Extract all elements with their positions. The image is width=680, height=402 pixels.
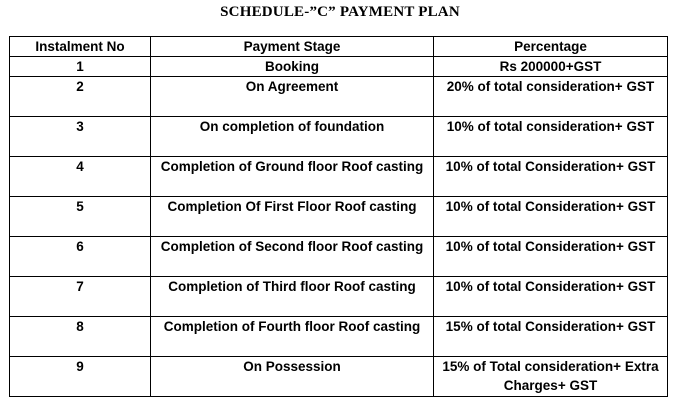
table-row bbox=[10, 317, 668, 357]
table-row bbox=[10, 77, 668, 117]
percentage-cell: 15% of Total consideration+ Extra Charges+ GST bbox=[434, 357, 668, 397]
payment-stage-cell: On completion of foundation bbox=[151, 117, 434, 157]
payment-stage-cell: Completion Of First Floor Roof casting bbox=[151, 197, 434, 237]
table-row bbox=[10, 237, 668, 277]
payment-stage-cell: Booking bbox=[151, 57, 434, 77]
instalment-no-cell: 9 bbox=[10, 357, 151, 397]
table-header-row bbox=[10, 37, 668, 57]
percentage-cell: Rs 200000+GST bbox=[434, 57, 668, 77]
header-payment-stage: Payment Stage bbox=[151, 37, 434, 57]
table-row bbox=[10, 157, 668, 197]
percentage-cell: 10% of total Consideration+ GST bbox=[434, 237, 668, 277]
payment-stage-cell: Completion of Third floor Roof casting bbox=[151, 277, 434, 317]
payment-stage-cell: Completion of Ground floor Roof casting bbox=[151, 157, 434, 197]
percentage-cell: 10% of total Consideration+ GST bbox=[434, 157, 668, 197]
instalment-no-cell: 6 bbox=[10, 237, 151, 277]
payment-stage-cell: On Agreement bbox=[151, 77, 434, 117]
instalment-no-cell: 4 bbox=[10, 157, 151, 197]
instalment-no-cell: 1 bbox=[10, 57, 151, 77]
table-row bbox=[10, 197, 668, 237]
instalment-no-cell: 2 bbox=[10, 77, 151, 117]
payment-stage-cell: On Possession bbox=[151, 357, 434, 397]
instalment-no-cell: 3 bbox=[10, 117, 151, 157]
instalment-no-cell: 7 bbox=[10, 277, 151, 317]
percentage-cell: 15% of total Consideration+ GST bbox=[434, 317, 668, 357]
percentage-cell: 10% of total consideration+ GST bbox=[434, 117, 668, 157]
payment-plan-table bbox=[9, 36, 668, 397]
percentage-cell: 10% of total Consideration+ GST bbox=[434, 277, 668, 317]
header-percentage: Percentage bbox=[434, 37, 668, 57]
page-title: SCHEDULE-”C” PAYMENT PLAN bbox=[220, 4, 460, 20]
payment-stage-cell: Completion of Second floor Roof casting bbox=[151, 237, 434, 277]
table-row bbox=[10, 357, 668, 397]
header-instalment-no: Instalment No bbox=[10, 37, 151, 57]
table-row bbox=[10, 117, 668, 157]
instalment-no-cell: 5 bbox=[10, 197, 151, 237]
percentage-cell: 10% of total Consideration+ GST bbox=[434, 197, 668, 237]
percentage-cell: 20% of total consideration+ GST bbox=[434, 77, 668, 117]
table-row bbox=[10, 57, 668, 77]
instalment-no-cell: 8 bbox=[10, 317, 151, 357]
table-row bbox=[10, 277, 668, 317]
payment-stage-cell: Completion of Fourth floor Roof casting bbox=[151, 317, 434, 357]
